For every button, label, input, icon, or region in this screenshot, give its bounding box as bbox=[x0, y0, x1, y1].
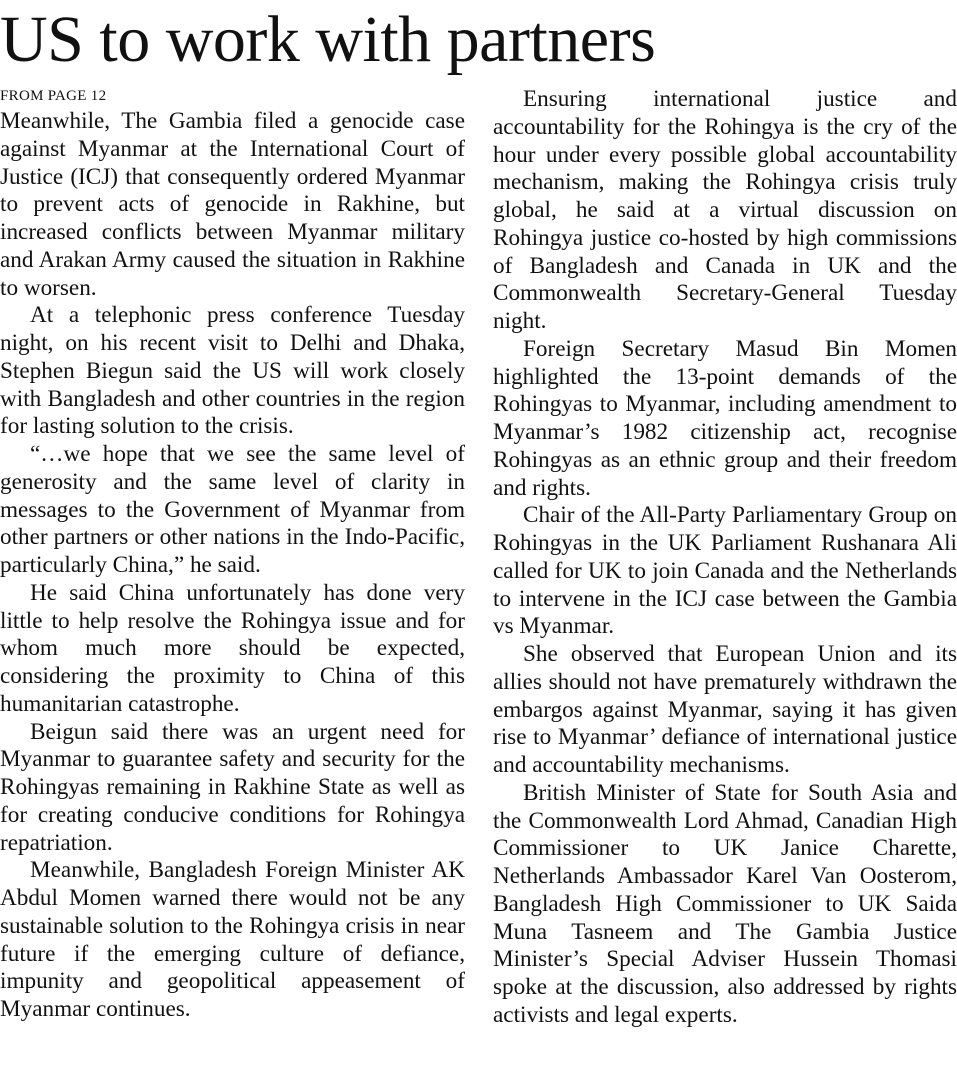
paragraph: “…we hope that we see the same level of generosity and the same level of clarity in messages to the Government of Myanmar from other partners or other nations in the Indo-Pacific, particularly China,” he said. bbox=[0, 441, 465, 578]
article-column-right bbox=[493, 86, 957, 1030]
paragraph: Chair of the All-Party Parliamentary Group on Rohingyas in the UK Parliament Rushanara Ali called for UK to join Canada and the Netherlands to intervene in the ICJ case between the Gambia vs Myanmar. bbox=[493, 502, 957, 640]
paragraph: She observed that European Union and its allies should not have prematurely withdrawn the embargos against Myanmar, saying it has given rise to Myanmar’ defiance of international justice and accountability mechanisms. bbox=[493, 641, 957, 778]
continuation-label: FROM PAGE 12 bbox=[0, 88, 107, 104]
paragraph: British Minister of State for South Asia and the Commonwealth Lord Ahmad, Canadian High Commissioner to UK Janice Charette, Netherlands Ambassador Karel Van Oosterom, Bangladesh High Commissioner to UK Saida Muna Tasneem and The Gambia Justice Minister’s Special Adviser Hussein Thomasi spoke at the discussion, also addressed by rights activists and legal experts. bbox=[493, 779, 957, 1028]
paragraph: Ensuring international justice and accountability for the Rohingya is the cry of the hour under every possible global accountability mechanism, making the Rohingya crisis truly global, he said at a virtual discussion on Rohingya justice co-hosted by high commissions of Bangladesh and Canada in UK and the Commonwealth Secretary-General Tuesday night. bbox=[493, 86, 957, 334]
article-column-left bbox=[0, 86, 465, 1024]
paragraph: Meanwhile, Bangladesh Foreign Minister AK Abdul Momen warned there would not be any sustainable solution to the Rohingya crisis in near future if the emerging culture of defiance, impunity and geopolitical appeasement of Myanmar continues. bbox=[0, 857, 465, 1022]
headline: US to work with partners bbox=[0, 3, 656, 76]
paragraph: Beigun said there was an urgent need for Myanmar to guarantee safety and security for the Rohingyas remaining in Rakhine State as well as for creating conducive conditions for Rohingya repatriation. bbox=[0, 718, 465, 856]
paragraph: At a telephonic press conference Tuesday night, on his recent visit to Delhi and Dhaka, Stephen Biegun said the US will work closely with Bangladesh and other countries in the region for lasting solution to the crisis. bbox=[0, 302, 465, 440]
paragraph: Foreign Secretary Masud Bin Momen highlighted the 13-point demands of the Rohingyas to Myanmar, including amendment to Myanmar’s 1982 citizenship act, recognise Rohingyas as an ethnic group and their freedom and rights. bbox=[493, 335, 957, 501]
paragraph: He said China unfortunately has done very little to help resolve the Rohingya issue and for whom much more should be expected, considering the proximity to China of this humanitarian catastrophe. bbox=[0, 579, 465, 717]
paragraph: Meanwhile, The Gambia filed a genocide case against Myanmar at the International Court of Justice (ICJ) that consequently ordered Myanmar to prevent acts of genocide in Rakhine, but increased conflicts between Myanmar military and Arakan Army caused the situation in Rakhine to worsen. bbox=[0, 108, 465, 301]
